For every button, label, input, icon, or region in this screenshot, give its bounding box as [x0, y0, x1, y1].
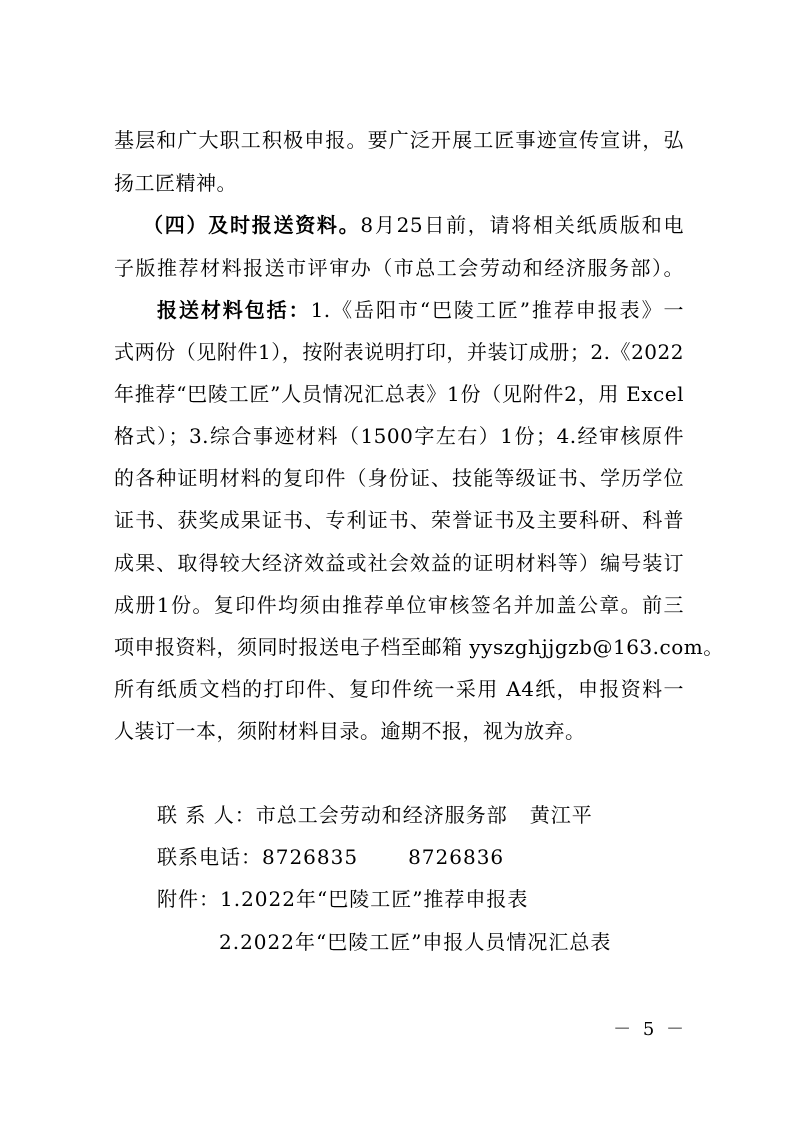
- body-text-line: 式两份（见附件1），按附表说明打印，并装订成册；2.《2022: [114, 340, 684, 364]
- section-paragraph-line: [157, 297, 684, 323]
- body-text-line: 基层和广大职工积极申报。要广泛开展工匠事迹宣传宣讲，弘: [114, 128, 684, 152]
- page-number: － 5 －: [613, 1019, 687, 1040]
- section-heading: （四）及时报送资料。: [143, 213, 361, 237]
- body-text-line: 的各种证明材料的复印件（身份证、技能等级证书、学历学位: [114, 466, 684, 490]
- body-text-line: 子版推荐材料报送市评审办（市总工会劳动和经济服务部）。: [114, 256, 684, 280]
- body-text-line: 扬工匠精神。: [114, 171, 237, 195]
- contact-phone-1: 8726835: [262, 845, 359, 869]
- contact-person-line: [157, 802, 593, 828]
- body-text: 8月25日前，请将相关纸质版和电: [360, 213, 684, 237]
- body-text: 1.《岳阳市“巴陵工匠”推荐申报表》一: [310, 298, 685, 322]
- section-paragraph-line: [143, 212, 684, 238]
- materials-heading: 报送材料包括：: [157, 298, 311, 322]
- attachment-item: 2.2022年“巴陵工匠”申报人员情况汇总表: [219, 930, 612, 954]
- body-text-line: 项申报资料，须同时报送电子档至邮箱 yyszghjjgzb@163.com。: [114, 635, 724, 659]
- body-text-line: 年推荐“巴陵工匠”人员情况汇总表》1份（见附件2，用 Excel: [114, 382, 684, 406]
- contact-phone-2: 8726836: [408, 845, 505, 869]
- body-text-line: 成册1份。复印件均须由推荐单位审核签名并加盖公章。前三: [114, 593, 684, 617]
- attachment-line-1: [157, 886, 528, 912]
- contact-phone-label: 联系电话：: [157, 845, 262, 869]
- attachment-item: 1.2022年“巴陵工匠”推荐申报表: [220, 887, 529, 911]
- body-text-line: 格式）；3.综合事迹材料（1500字左右）1份；4.经审核原件: [114, 424, 684, 448]
- body-text-line: 人装订一本，须附材料目录。逾期不报，视为放弃。: [114, 719, 586, 743]
- contact-department: 市总工会劳动和经济服务部: [255, 803, 508, 827]
- body-text-line: 所有纸质文档的打印件、复印件统一采用 A4纸，申报资料一: [114, 677, 684, 701]
- contact-phone-line: [157, 844, 504, 870]
- contact-person-label: 联 系 人：: [157, 803, 256, 827]
- attachment-line-2: [219, 929, 611, 955]
- body-text-line: 成果、取得较大经济效益或社会效益的证明材料等）编号装订: [114, 551, 684, 575]
- attachment-label: 附件：: [157, 887, 220, 911]
- body-text-line: 证书、获奖成果证书、专利证书、荣誉证书及主要科研、科普: [114, 508, 684, 532]
- contact-name: 黄江平: [529, 803, 593, 827]
